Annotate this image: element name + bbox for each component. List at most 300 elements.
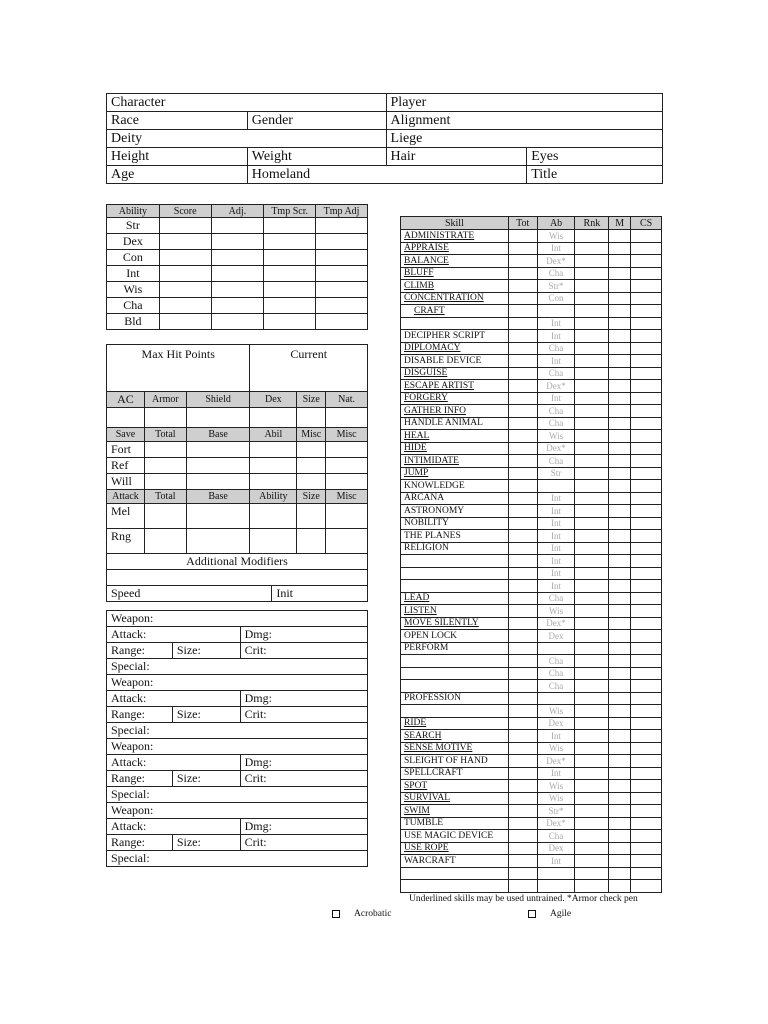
skill-total-cell[interactable] <box>508 842 537 855</box>
attack-cell[interactable] <box>297 504 326 529</box>
skill-cs-cell[interactable] <box>631 642 662 655</box>
weapon-special-field[interactable]: Special: <box>107 787 368 803</box>
skill-misc-cell[interactable] <box>609 342 631 355</box>
skill-misc-cell[interactable] <box>609 367 631 380</box>
skill-cs-cell[interactable] <box>631 530 662 543</box>
skill-total-cell[interactable] <box>508 417 537 430</box>
skill-misc-cell[interactable] <box>609 530 631 543</box>
skill-misc-cell[interactable] <box>609 292 631 305</box>
skill-misc-cell[interactable] <box>609 642 631 655</box>
skill-cs-cell[interactable] <box>631 692 662 705</box>
weapon-special-field[interactable]: Special: <box>107 659 368 675</box>
ability-value-cell[interactable] <box>159 282 211 298</box>
skill-rank-cell[interactable] <box>575 705 609 718</box>
skill-total-cell[interactable] <box>508 430 537 443</box>
skill-rank-cell[interactable] <box>575 305 609 318</box>
attack-cell[interactable] <box>250 529 297 554</box>
skill-misc-cell[interactable] <box>609 305 631 318</box>
skill-misc-cell[interactable] <box>609 780 631 793</box>
skill-total-cell[interactable] <box>508 292 537 305</box>
skill-misc-cell[interactable] <box>609 405 631 418</box>
skill-total-cell[interactable] <box>508 330 537 343</box>
race-field[interactable]: Race <box>107 112 248 130</box>
skill-total-cell[interactable] <box>508 792 537 805</box>
skill-misc-cell[interactable] <box>609 630 631 643</box>
weapon-dmg-field[interactable]: Dmg: <box>240 819 367 835</box>
skill-misc-cell[interactable] <box>609 267 631 280</box>
skill-rank-cell[interactable] <box>575 567 609 580</box>
skill-rank-cell[interactable] <box>575 630 609 643</box>
skill-misc-cell[interactable] <box>609 380 631 393</box>
weapon-field[interactable]: Weapon: <box>107 739 368 755</box>
max-hit-points[interactable]: Max Hit Points <box>107 345 250 392</box>
skill-rank-cell[interactable] <box>575 480 609 493</box>
skill-cs-cell[interactable] <box>631 367 662 380</box>
skill-cs-cell[interactable] <box>631 805 662 818</box>
skill-total-cell[interactable] <box>508 705 537 718</box>
skill-total-cell[interactable] <box>508 405 537 418</box>
skill-total-cell[interactable] <box>508 630 537 643</box>
weapon-crit-field[interactable]: Crit: <box>240 707 367 723</box>
weapon-special-field[interactable]: Special: <box>107 851 368 867</box>
skill-misc-cell[interactable] <box>609 567 631 580</box>
ability-value-cell[interactable] <box>316 314 368 330</box>
ability-value-cell[interactable] <box>211 266 264 282</box>
skill-cs-cell[interactable] <box>631 880 662 893</box>
skill-misc-cell[interactable] <box>609 855 631 868</box>
skill-rank-cell[interactable] <box>575 667 609 680</box>
skill-rank-cell[interactable] <box>575 467 609 480</box>
skill-rank-cell[interactable] <box>575 755 609 768</box>
weapon-dmg-field[interactable]: Dmg: <box>240 627 367 643</box>
skill-misc-cell[interactable] <box>609 280 631 293</box>
skill-cs-cell[interactable] <box>631 480 662 493</box>
skill-cs-cell[interactable] <box>631 455 662 468</box>
skill-misc-cell[interactable] <box>609 680 631 693</box>
ability-value-cell[interactable] <box>264 218 316 234</box>
skill-total-cell[interactable] <box>508 480 537 493</box>
save-cell[interactable] <box>186 442 250 458</box>
ability-value-cell[interactable] <box>316 266 368 282</box>
skill-total-cell[interactable] <box>508 855 537 868</box>
current-hit-points[interactable]: Current <box>250 345 368 392</box>
ac-size-cell[interactable] <box>297 408 326 428</box>
skill-cs-cell[interactable] <box>631 842 662 855</box>
skill-misc-cell[interactable] <box>609 555 631 568</box>
skill-total-cell[interactable] <box>508 617 537 630</box>
skill-total-cell[interactable] <box>508 267 537 280</box>
weapon-range-field[interactable]: Range: <box>107 707 173 723</box>
skill-misc-cell[interactable] <box>609 542 631 555</box>
skill-misc-cell[interactable] <box>609 705 631 718</box>
ability-value-cell[interactable] <box>316 250 368 266</box>
skill-rank-cell[interactable] <box>575 655 609 668</box>
skill-total-cell[interactable] <box>508 830 537 843</box>
skill-rank-cell[interactable] <box>575 717 609 730</box>
skill-total-cell[interactable] <box>508 492 537 505</box>
agile-checkbox[interactable] <box>528 909 571 919</box>
skill-total-cell[interactable] <box>508 755 537 768</box>
skill-cs-cell[interactable] <box>631 667 662 680</box>
skill-misc-cell[interactable] <box>609 605 631 618</box>
skill-cs-cell[interactable] <box>631 855 662 868</box>
weapon-dmg-field[interactable]: Dmg: <box>240 755 367 771</box>
init-field[interactable]: Init <box>272 586 368 602</box>
skill-rank-cell[interactable] <box>575 605 609 618</box>
skill-cs-cell[interactable] <box>631 342 662 355</box>
ability-value-cell[interactable] <box>316 282 368 298</box>
speed-field[interactable]: Speed <box>107 586 272 602</box>
skill-misc-cell[interactable] <box>609 230 631 243</box>
ability-value-cell[interactable] <box>264 266 316 282</box>
skill-rank-cell[interactable] <box>575 530 609 543</box>
skill-total-cell[interactable] <box>508 542 537 555</box>
skill-rank-cell[interactable] <box>575 642 609 655</box>
ability-value-cell[interactable] <box>316 234 368 250</box>
skill-cs-cell[interactable] <box>631 817 662 830</box>
weapon-attack-field[interactable]: Attack: <box>107 755 241 771</box>
skill-rank-cell[interactable] <box>575 355 609 368</box>
skill-rank-cell[interactable] <box>575 792 609 805</box>
skill-cs-cell[interactable] <box>631 705 662 718</box>
skill-total-cell[interactable] <box>508 367 537 380</box>
skill-total-cell[interactable] <box>508 567 537 580</box>
skill-total-cell[interactable] <box>508 605 537 618</box>
skill-rank-cell[interactable] <box>575 880 609 893</box>
skill-rank-cell[interactable] <box>575 780 609 793</box>
weapon-field[interactable]: Weapon: <box>107 803 368 819</box>
skill-misc-cell[interactable] <box>609 617 631 630</box>
weapon-field[interactable]: Weapon: <box>107 675 368 691</box>
skill-misc-cell[interactable] <box>609 317 631 330</box>
save-cell[interactable] <box>326 442 368 458</box>
weapon-range-field[interactable]: Range: <box>107 643 173 659</box>
skill-misc-cell[interactable] <box>609 330 631 343</box>
ability-value-cell[interactable] <box>264 250 316 266</box>
ac-nat-cell[interactable] <box>326 408 368 428</box>
weight-field[interactable]: Weight <box>247 148 386 166</box>
ability-value-cell[interactable] <box>264 298 316 314</box>
ability-value-cell[interactable] <box>264 314 316 330</box>
skill-cs-cell[interactable] <box>631 755 662 768</box>
skill-rank-cell[interactable] <box>575 442 609 455</box>
save-cell[interactable] <box>326 474 368 490</box>
skill-total-cell[interactable] <box>508 580 537 593</box>
skill-cs-cell[interactable] <box>631 492 662 505</box>
attack-cell[interactable] <box>186 529 250 554</box>
skill-rank-cell[interactable] <box>575 867 609 880</box>
skill-total-cell[interactable] <box>508 242 537 255</box>
skill-cs-cell[interactable] <box>631 380 662 393</box>
skill-misc-cell[interactable] <box>609 767 631 780</box>
skill-total-cell[interactable] <box>508 667 537 680</box>
skill-misc-cell[interactable] <box>609 880 631 893</box>
attack-cell[interactable] <box>326 529 368 554</box>
additional-modifiers-cell[interactable] <box>107 570 368 586</box>
skill-misc-cell[interactable] <box>609 655 631 668</box>
skill-misc-cell[interactable] <box>609 842 631 855</box>
ability-value-cell[interactable] <box>159 266 211 282</box>
skill-rank-cell[interactable] <box>575 842 609 855</box>
skill-cs-cell[interactable] <box>631 605 662 618</box>
skill-rank-cell[interactable] <box>575 617 609 630</box>
skill-rank-cell[interactable] <box>575 555 609 568</box>
checkbox-icon[interactable] <box>528 910 536 918</box>
skill-misc-cell[interactable] <box>609 480 631 493</box>
skill-cs-cell[interactable] <box>631 430 662 443</box>
skill-total-cell[interactable] <box>508 717 537 730</box>
ability-value-cell[interactable] <box>211 314 264 330</box>
weapon-range-field[interactable]: Range: <box>107 835 173 851</box>
ability-value-cell[interactable] <box>264 234 316 250</box>
skill-cs-cell[interactable] <box>631 680 662 693</box>
skill-misc-cell[interactable] <box>609 805 631 818</box>
skill-cs-cell[interactable] <box>631 830 662 843</box>
alignment-field[interactable]: Alignment <box>386 112 662 130</box>
skill-rank-cell[interactable] <box>575 330 609 343</box>
skill-rank-cell[interactable] <box>575 317 609 330</box>
skill-total-cell[interactable] <box>508 780 537 793</box>
skill-misc-cell[interactable] <box>609 755 631 768</box>
checkbox-icon[interactable] <box>332 910 340 918</box>
skill-misc-cell[interactable] <box>609 730 631 743</box>
skill-total-cell[interactable] <box>508 867 537 880</box>
skill-cs-cell[interactable] <box>631 305 662 318</box>
skill-total-cell[interactable] <box>508 280 537 293</box>
skill-rank-cell[interactable] <box>575 492 609 505</box>
skill-total-cell[interactable] <box>508 655 537 668</box>
homeland-field[interactable]: Homeland <box>247 166 526 184</box>
skill-cs-cell[interactable] <box>631 267 662 280</box>
skill-cs-cell[interactable] <box>631 467 662 480</box>
skill-cs-cell[interactable] <box>631 555 662 568</box>
skill-total-cell[interactable] <box>508 742 537 755</box>
ability-value-cell[interactable] <box>211 282 264 298</box>
skill-cs-cell[interactable] <box>631 505 662 518</box>
skill-total-cell[interactable] <box>508 305 537 318</box>
skill-cs-cell[interactable] <box>631 517 662 530</box>
skill-cs-cell[interactable] <box>631 405 662 418</box>
ability-value-cell[interactable] <box>211 218 264 234</box>
acrobatic-checkbox[interactable] <box>332 909 391 919</box>
skill-total-cell[interactable] <box>508 317 537 330</box>
skill-rank-cell[interactable] <box>575 367 609 380</box>
skill-misc-cell[interactable] <box>609 492 631 505</box>
save-cell[interactable] <box>297 442 326 458</box>
attack-cell[interactable] <box>186 504 250 529</box>
ac-shield-cell[interactable] <box>186 408 250 428</box>
deity-field[interactable]: Deity <box>107 130 387 148</box>
eyes-field[interactable]: Eyes <box>527 148 663 166</box>
attack-cell[interactable] <box>250 504 297 529</box>
skill-cs-cell[interactable] <box>631 592 662 605</box>
ac-armor-cell[interactable] <box>144 408 186 428</box>
skill-cs-cell[interactable] <box>631 417 662 430</box>
skill-rank-cell[interactable] <box>575 692 609 705</box>
ability-value-cell[interactable] <box>316 298 368 314</box>
skill-total-cell[interactable] <box>508 505 537 518</box>
skill-cs-cell[interactable] <box>631 567 662 580</box>
attack-cell[interactable] <box>144 504 186 529</box>
skill-cs-cell[interactable] <box>631 255 662 268</box>
skill-misc-cell[interactable] <box>609 580 631 593</box>
attack-cell[interactable] <box>144 529 186 554</box>
skill-misc-cell[interactable] <box>609 830 631 843</box>
skill-rank-cell[interactable] <box>575 680 609 693</box>
ability-value-cell[interactable] <box>211 234 264 250</box>
skill-cs-cell[interactable] <box>631 867 662 880</box>
skill-rank-cell[interactable] <box>575 392 609 405</box>
skill-total-cell[interactable] <box>508 692 537 705</box>
ability-value-cell[interactable] <box>159 250 211 266</box>
save-cell[interactable] <box>326 458 368 474</box>
skill-total-cell[interactable] <box>508 355 537 368</box>
weapon-size-field[interactable]: Size: <box>172 707 240 723</box>
save-cell[interactable] <box>250 458 297 474</box>
skill-total-cell[interactable] <box>508 467 537 480</box>
save-cell[interactable] <box>186 474 250 490</box>
skill-misc-cell[interactable] <box>609 455 631 468</box>
weapon-range-field[interactable]: Range: <box>107 771 173 787</box>
skill-total-cell[interactable] <box>508 805 537 818</box>
skill-misc-cell[interactable] <box>609 867 631 880</box>
ac-dex-cell[interactable] <box>250 408 297 428</box>
skill-misc-cell[interactable] <box>609 792 631 805</box>
skill-cs-cell[interactable] <box>631 392 662 405</box>
skill-misc-cell[interactable] <box>609 517 631 530</box>
skill-rank-cell[interactable] <box>575 455 609 468</box>
skill-total-cell[interactable] <box>508 230 537 243</box>
skill-total-cell[interactable] <box>508 817 537 830</box>
attack-cell[interactable] <box>297 529 326 554</box>
weapon-crit-field[interactable]: Crit: <box>240 771 367 787</box>
weapon-size-field[interactable]: Size: <box>172 643 240 659</box>
skill-total-cell[interactable] <box>508 880 537 893</box>
skill-rank-cell[interactable] <box>575 767 609 780</box>
skill-misc-cell[interactable] <box>609 417 631 430</box>
skill-rank-cell[interactable] <box>575 230 609 243</box>
weapon-special-field[interactable]: Special: <box>107 723 368 739</box>
skill-rank-cell[interactable] <box>575 542 609 555</box>
skill-misc-cell[interactable] <box>609 667 631 680</box>
weapon-field[interactable]: Weapon: <box>107 611 368 627</box>
liege-field[interactable]: Liege <box>386 130 662 148</box>
save-cell[interactable] <box>186 458 250 474</box>
skill-rank-cell[interactable] <box>575 817 609 830</box>
skill-misc-cell[interactable] <box>609 817 631 830</box>
ability-value-cell[interactable] <box>316 218 368 234</box>
weapon-attack-field[interactable]: Attack: <box>107 819 241 835</box>
skill-cs-cell[interactable] <box>631 292 662 305</box>
weapon-attack-field[interactable]: Attack: <box>107 691 241 707</box>
skill-cs-cell[interactable] <box>631 542 662 555</box>
skill-rank-cell[interactable] <box>575 505 609 518</box>
save-cell[interactable] <box>144 474 186 490</box>
ac-total-cell[interactable] <box>107 408 145 428</box>
skill-total-cell[interactable] <box>508 592 537 605</box>
weapon-size-field[interactable]: Size: <box>172 771 240 787</box>
weapon-attack-field[interactable]: Attack: <box>107 627 241 643</box>
skill-rank-cell[interactable] <box>575 430 609 443</box>
skill-total-cell[interactable] <box>508 642 537 655</box>
skill-misc-cell[interactable] <box>609 392 631 405</box>
skill-cs-cell[interactable] <box>631 780 662 793</box>
skill-rank-cell[interactable] <box>575 742 609 755</box>
skill-cs-cell[interactable] <box>631 617 662 630</box>
weapon-dmg-field[interactable]: Dmg: <box>240 691 367 707</box>
ability-value-cell[interactable] <box>211 298 264 314</box>
skill-total-cell[interactable] <box>508 555 537 568</box>
skill-cs-cell[interactable] <box>631 630 662 643</box>
save-cell[interactable] <box>144 458 186 474</box>
ability-value-cell[interactable] <box>159 234 211 250</box>
skill-misc-cell[interactable] <box>609 717 631 730</box>
skill-total-cell[interactable] <box>508 442 537 455</box>
skill-total-cell[interactable] <box>508 767 537 780</box>
skill-rank-cell[interactable] <box>575 730 609 743</box>
ability-value-cell[interactable] <box>159 298 211 314</box>
skill-rank-cell[interactable] <box>575 517 609 530</box>
skill-cs-cell[interactable] <box>631 442 662 455</box>
skill-total-cell[interactable] <box>508 392 537 405</box>
skill-rank-cell[interactable] <box>575 805 609 818</box>
character-field[interactable]: Character <box>107 94 387 112</box>
skill-rank-cell[interactable] <box>575 292 609 305</box>
skill-total-cell[interactable] <box>508 380 537 393</box>
skill-total-cell[interactable] <box>508 255 537 268</box>
skill-cs-cell[interactable] <box>631 230 662 243</box>
skill-cs-cell[interactable] <box>631 242 662 255</box>
gender-field[interactable]: Gender <box>247 112 386 130</box>
ability-value-cell[interactable] <box>211 250 264 266</box>
weapon-crit-field[interactable]: Crit: <box>240 643 367 659</box>
skill-cs-cell[interactable] <box>631 792 662 805</box>
skill-misc-cell[interactable] <box>609 467 631 480</box>
skill-cs-cell[interactable] <box>631 355 662 368</box>
skill-cs-cell[interactable] <box>631 655 662 668</box>
skill-rank-cell[interactable] <box>575 580 609 593</box>
save-cell[interactable] <box>297 458 326 474</box>
save-cell[interactable] <box>250 442 297 458</box>
skill-cs-cell[interactable] <box>631 717 662 730</box>
skill-misc-cell[interactable] <box>609 592 631 605</box>
skill-total-cell[interactable] <box>508 680 537 693</box>
skill-rank-cell[interactable] <box>575 830 609 843</box>
skill-misc-cell[interactable] <box>609 442 631 455</box>
skill-misc-cell[interactable] <box>609 692 631 705</box>
ability-value-cell[interactable] <box>159 314 211 330</box>
ability-value-cell[interactable] <box>264 282 316 298</box>
additional-modifiers[interactable]: Additional Modifiers <box>107 554 368 570</box>
skill-misc-cell[interactable] <box>609 355 631 368</box>
skill-rank-cell[interactable] <box>575 380 609 393</box>
skill-total-cell[interactable] <box>508 342 537 355</box>
age-field[interactable]: Age <box>107 166 248 184</box>
skill-misc-cell[interactable] <box>609 742 631 755</box>
skill-cs-cell[interactable] <box>631 280 662 293</box>
weapon-size-field[interactable]: Size: <box>172 835 240 851</box>
skill-total-cell[interactable] <box>508 455 537 468</box>
skill-rank-cell[interactable] <box>575 267 609 280</box>
skill-cs-cell[interactable] <box>631 730 662 743</box>
skill-rank-cell[interactable] <box>575 255 609 268</box>
skill-rank-cell[interactable] <box>575 417 609 430</box>
skill-cs-cell[interactable] <box>631 317 662 330</box>
player-field[interactable]: Player <box>386 94 662 112</box>
skill-cs-cell[interactable] <box>631 767 662 780</box>
skill-rank-cell[interactable] <box>575 855 609 868</box>
skill-cs-cell[interactable] <box>631 742 662 755</box>
